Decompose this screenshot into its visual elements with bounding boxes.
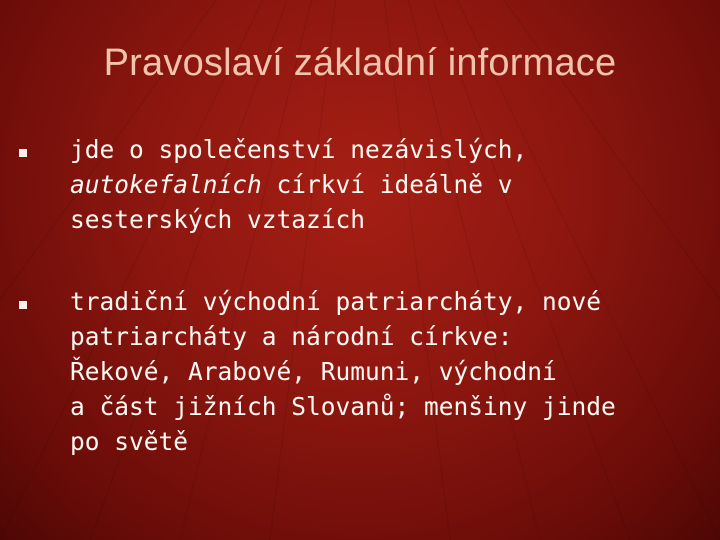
bullet-line: [70, 132, 690, 167]
bullet-text: [70, 132, 690, 237]
square-bullet-icon: [19, 301, 27, 309]
bullet-line: [70, 319, 690, 354]
bullet-line: [70, 354, 690, 389]
bullet-text: [70, 284, 690, 459]
bullet-line: [70, 284, 690, 319]
bullet-line-text: Řekové, Arabové, Rumuni, východní: [70, 357, 557, 386]
square-bullet-icon: [19, 149, 27, 157]
bullet-line-italic: autokefalních: [70, 170, 262, 199]
bullet-line-text: patriarcháty a národní církve:: [70, 322, 513, 351]
bullet-line-text: sesterských vztazích: [70, 205, 366, 234]
bullet-line: [70, 389, 690, 424]
bullet-line-text: po světě: [70, 427, 189, 456]
bullet-line-text: a část jižních Slovanů; menšiny jinde: [70, 392, 616, 421]
bullet-line-text: církví ideálně v: [261, 170, 513, 199]
bullet-line-text: jde o společenství nezávislých,: [70, 135, 528, 164]
bullet-line-text: tradiční východní patriarcháty, nové: [70, 287, 602, 316]
bullet-line: [70, 424, 690, 459]
bullet-line: [70, 202, 690, 237]
slide-title: Pravoslaví základní informace: [103, 42, 617, 84]
bullet-line: [70, 167, 690, 202]
